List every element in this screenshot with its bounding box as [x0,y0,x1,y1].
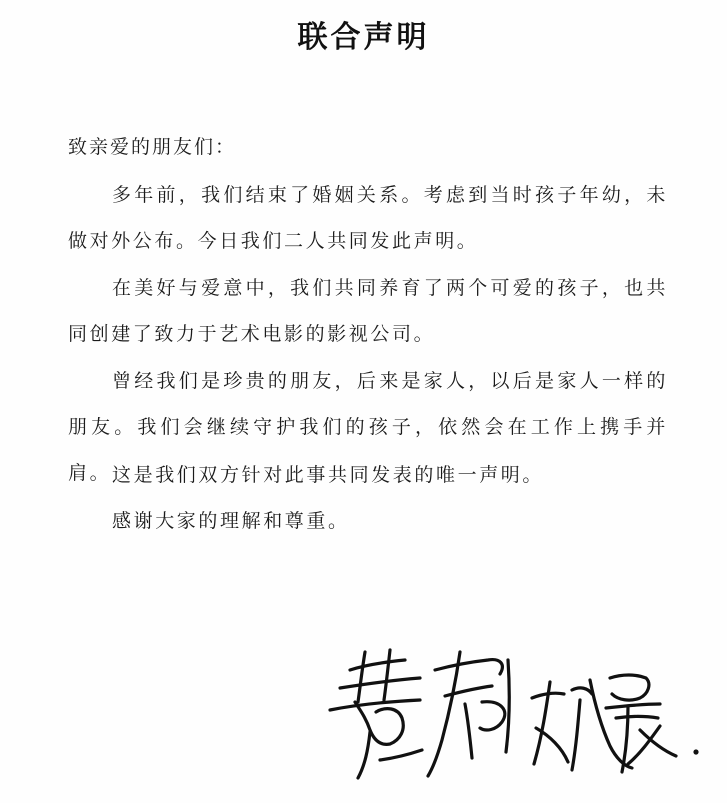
paragraph-3: 曾经我们是珍贵的朋友，后来是家人，以后是家人一样的朋友。我们会继续守护我们的孩子，依然会在工作上携手并肩。 [68,370,668,484]
paragraph-1: 多年前，我们结束了婚姻关系。考虑到当时孩子年幼，未做对外公布。今日我们二人共同发此声明。 [68,184,668,252]
paragraph-2: 在美好与爱意中，我们共同养育了两个可爱的孩子，也共同创建了致力于艺术电影的影视公司。 [68,277,668,345]
paragraph-4: 这是我们双方针对此事共同发表的唯一声明。 [112,464,545,486]
salutation: 致亲爱的朋友们： [68,136,237,158]
handwritten-signature [310,640,710,790]
document-title: 联合声明 [297,20,430,55]
paragraph-5: 感谢大家的理解和尊重。 [112,510,350,532]
